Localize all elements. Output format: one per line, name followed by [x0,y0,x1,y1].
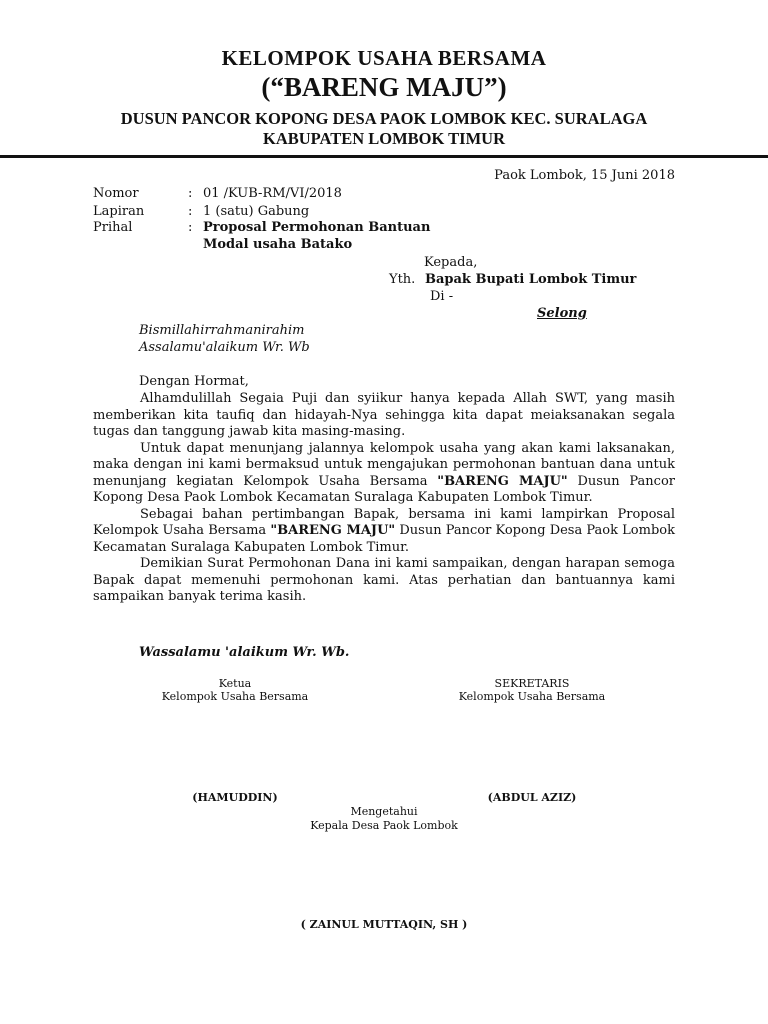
nomor-label: Nomor [93,186,139,201]
kepala-desa-name: ( ZAINUL MUTTAQIN, SH ) [300,918,468,931]
signature-right-title: SEKRETARIS [494,677,570,690]
perihal-label: Prihal [93,220,133,235]
signature-left-name: (HAMUDDIN) [192,791,278,804]
letterhead-address: DUSUN PANCOR KOPONG DESA PAOK LOMBOK KEC. SURALAGA [120,109,648,128]
letter-date: Paok Lombok, 15 Juni 2018 [494,168,675,183]
recipient-kepada: Kepada, [424,255,478,270]
letterhead-divider [0,155,768,158]
body-paragraph-2-group-name: "BARENG MAJU" [437,473,568,489]
body-paragraph-3-group-name: "BARENG MAJU" [270,523,396,538]
body-paragraph-1: Alhamdulillah Segaia Puji dan syiikur hanya kepada Allah SWT, yang masih memberikan kita taufiq dan hidayah-Nya sehingga kita dapat meiaksanakan segala tugas dan tanggung jawab kita masing-masing. [93,391,675,439]
body-paragraph-3-text-a: Sebagai bahan pertimbangan Bapak, bersama ini kami lampirkan Proposal Kelompok Usaha Bersama [93,506,675,538]
letterhead-group-name: (“BARENG MAJU”) [261,72,507,102]
opening-bismillah: Bismillahirrahmanirahim [139,323,305,338]
body-paragraph-2-text-b: Dusun Pancor Kopong Desa Paok Lombok Kecamatan Suralaga Kabupaten Lombok Timur. [93,473,676,505]
recipient-di: Di - [430,289,454,304]
recipient-place: Selong [537,306,587,321]
body-paragraph-4: Demikian Surat Permohonan Dana ini kami sampaikan, dengan harapan semoga Bapak dapat memenuhi permohonan kami. Atas perhatian dan bantuannya kami sampaikan banyak terima kasih. [93,556,675,604]
signature-right-org: Kelompok Usaha Bersama [458,690,606,703]
nomor-colon: : [188,186,193,201]
recipient-name: Bapak Bupati Lombok Timur [425,272,637,287]
recipient-yth: Yth. [389,272,416,287]
greeting: Dengan Hormat, [139,374,249,389]
signature-right-name: (ABDUL AZIZ) [487,791,577,804]
kepala-desa-title: Kepala Desa Paok Lombok [310,819,458,832]
body-paragraph-2 [93,441,675,507]
lampiran-label: Lapiran [93,204,145,219]
perihal-value-line2: Modal usaha Batako [203,237,353,252]
lampiran-value: 1 (satu) Gabung [203,204,310,219]
body-paragraph-3-text-b: Dusun Pancor Kopong Desa Paok Lombok Kecamatan Suralaga Kabupaten Lombok Timur. [93,523,675,555]
mengetahui-label: Mengetahui [350,805,418,818]
signature-left-title: Ketua [218,677,252,690]
nomor-value: 01 /KUB-RM/VI/2018 [203,186,342,201]
signature-left-org: Kelompok Usaha Bersama [161,690,309,703]
perihal-colon: : [188,220,193,235]
letter-body [93,391,675,606]
lampiran-colon: : [188,204,193,219]
letterhead-title: KELOMPOK USAHA BERSAMA [221,46,547,70]
perihal-value-line1: Proposal Permohonan Bantuan [203,220,431,235]
closing-salam: Wassalamu 'alaikum Wr. Wb. [139,645,350,660]
letterhead-regency: KABUPATEN LOMBOK TIMUR [262,129,505,148]
body-paragraph-2-text-a: Untuk dapat menunjang jalannya kelompok usaha yang akan kami laksanakan, maka dengan ini kami bermaksud untuk mengajukan permohonan bantuan dana untuk menunjang kegiatan Kelompok Usaha Bersama [93,440,675,489]
body-paragraph-3 [93,507,675,557]
opening-salam: Assalamu'alaikum Wr. Wb [139,340,310,355]
